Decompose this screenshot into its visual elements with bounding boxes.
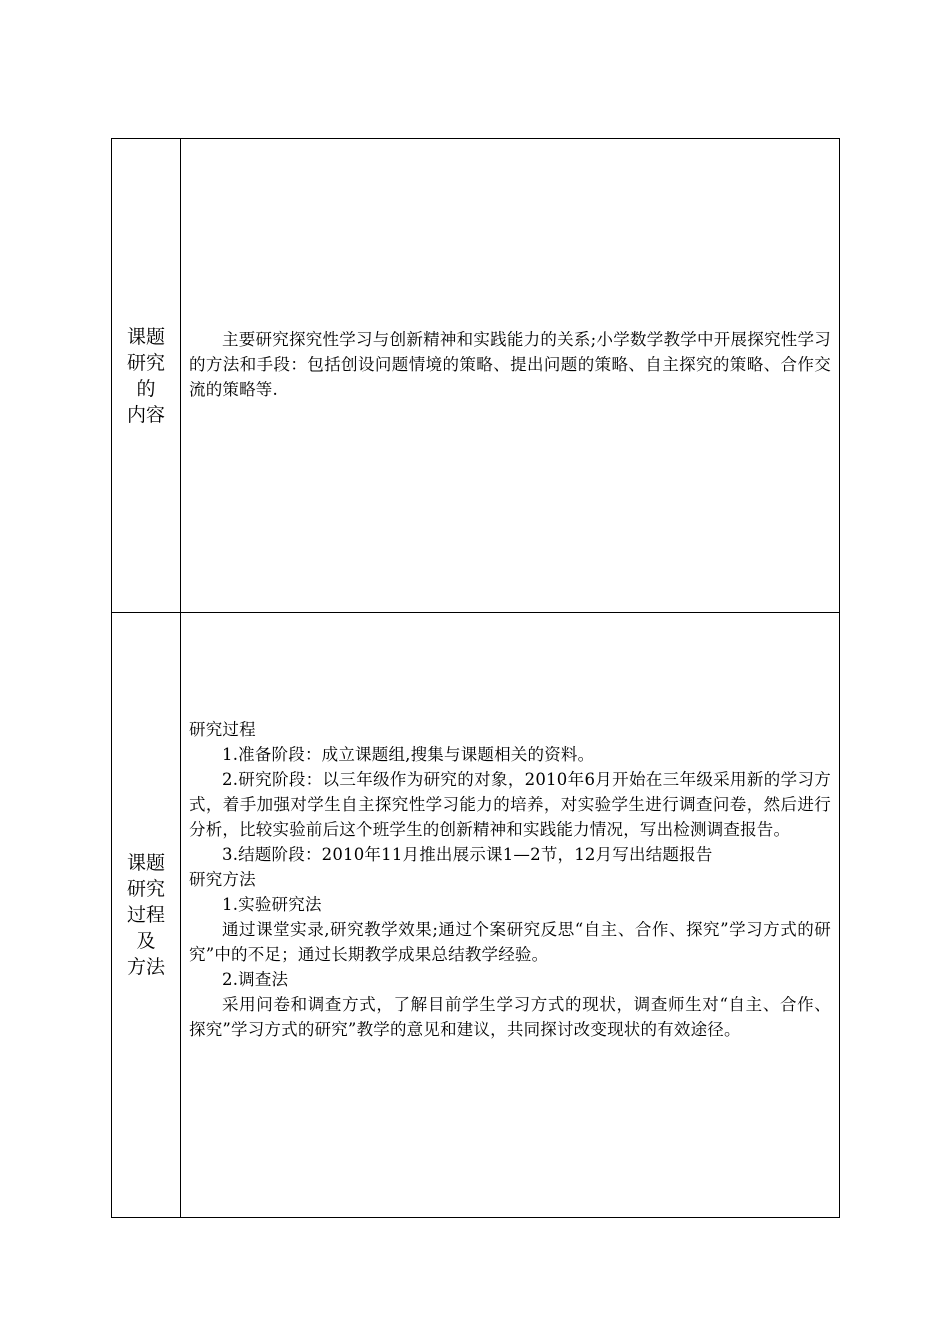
content-paragraph: 2.调查法 (222, 970, 289, 989)
content-paragraph: 1.实验研究法 (222, 895, 322, 914)
row-label-line: 研究 (126, 878, 165, 900)
row-label-line: 课题 (126, 325, 165, 348)
content-paragraph: 1.准备阶段：成立课题组,搜集与课题相关的资料。 (222, 745, 595, 764)
row-label-cell (112, 139, 181, 612)
row-label-line: 的 (136, 377, 156, 400)
row-content-cell (181, 139, 839, 612)
row-label-line: 内容 (126, 403, 165, 426)
content-paragraph: 主要研究探究性学习与创新精神和实践能力的关系;小学数学教学中开展探究性学习的方法和手段：包括创设问题情境的策略、提出问题的策略、自主探究的策略、合作交流的策略等. (189, 330, 831, 399)
section-heading: 研究方法 (189, 870, 256, 889)
row-label (122, 850, 170, 980)
form-table (111, 138, 840, 1218)
content-paragraph: 3.结题阶段：2010年11月推出展示课1—2节，12月写出结题报告 (222, 845, 713, 864)
row-label-line: 过程 (126, 904, 165, 926)
content-paragraph: 通过课堂实录,研究教学效果;通过个案研究反思“自主、合作、探究”学习方式的研究”中的不足；通过长期教学成果总结教学经验。 (189, 920, 831, 964)
table-row-research-content (112, 139, 839, 613)
row-label-line: 课题 (126, 852, 165, 874)
row-label (122, 324, 170, 428)
section-heading: 研究过程 (189, 720, 256, 739)
content-paragraph: 2.研究阶段：以三年级作为研究的对象，2010年6月开始在三年级采用新的学习方式，着手加强对学生自主探究性学习能力的培养，对实验学生进行调查问卷，然后进行分析，比较实验前后这个班学生的创新精神和实践能力情况，写出检测调查报告。 (189, 770, 831, 839)
row-label-line: 研究 (126, 351, 165, 374)
content-paragraph: 采用问卷和调查方式，了解目前学生学习方式的现状，调查师生对“自主、合作、探究”学习方式的研究”教学的意见和建议，共同探讨改变现状的有效途径。 (189, 995, 831, 1039)
row-label-line: 方法 (126, 956, 165, 978)
table-row-research-process-methods (112, 613, 839, 1217)
row-content-cell (181, 613, 839, 1217)
row-label-cell (112, 613, 181, 1217)
row-label-line: 及 (136, 930, 156, 952)
